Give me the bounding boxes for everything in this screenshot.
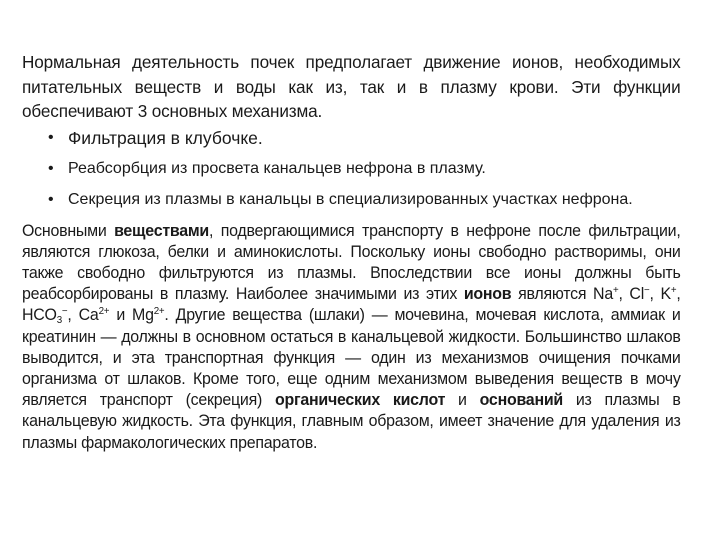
text-span: из плазмы в канальцевую жидкость. Эта функция, главным образом, имеет значение для удаления из плазмы фармакологических препаратов. xyxy=(22,391,681,452)
text-span: и xyxy=(445,391,480,410)
bold-term: ионов xyxy=(463,285,512,304)
list-item xyxy=(48,159,694,179)
bold-term: веществами xyxy=(114,221,209,240)
superscript: − xyxy=(644,285,650,297)
text-span: , подвергающимися транспорту в нефроне после фильтрации, являются глюкоза, белки и аминокислоты. Поскольку ионы свободно растворимы, они также свободно фильтруются из плазмы. Впоследствии все ионы должны быть реабсорбированы в плазму. Наиболее значимыми из этих xyxy=(22,221,681,304)
bullet-icon: • xyxy=(48,159,54,177)
bullet-icon: • xyxy=(48,128,54,146)
intro-paragraph: Нормальная деятельность почек предполагает движение ионов, необходимых питательных веществ и воды как из, так и в плазму крови. Эти функции обеспечивают 3 основных механизма. xyxy=(22,52,681,121)
text-span: , Cl xyxy=(618,285,645,304)
list-item xyxy=(48,190,694,210)
list-item-text: Фильтрация в клубочке. xyxy=(68,127,263,148)
subscript: 3 xyxy=(56,315,62,327)
superscript: − xyxy=(61,306,68,318)
text-span: , K xyxy=(649,285,671,304)
list-item-text: Реабсорбция из просвета канальцев нефрона в плазму. xyxy=(68,159,486,177)
text-span: , Ca xyxy=(67,306,99,325)
superscript: 2+ xyxy=(98,306,110,318)
list-item-text: Секреция из плазмы в канальцы в специализированных участках нефрона. xyxy=(68,190,633,208)
superscript: 2+ xyxy=(153,306,165,318)
text-span: являются Na xyxy=(511,285,613,304)
superscript: + xyxy=(670,285,677,297)
bullet-icon: • xyxy=(48,190,54,208)
bold-term: оснований xyxy=(479,391,563,410)
document-page xyxy=(22,50,694,454)
list-item xyxy=(48,128,694,148)
main-paragraph xyxy=(22,221,681,454)
text-span: . Другие вещества (шлаки) — мочевина, мочевая кислота, аммиак и креатинин — должны в основном остаться в канальцевой жидкости. Большинство шлаков выводится, и эта транспортная функция — один из механизмов очищения почками организма от шлаков. Кроме того, еще одним механизмом выведения веществ в мочу является транспорт (секреция) xyxy=(22,306,681,410)
text-span: и Mg xyxy=(109,306,154,325)
mechanisms-list xyxy=(22,128,694,210)
text-span: , HCO xyxy=(22,285,681,325)
text-span: Основными xyxy=(22,221,115,240)
superscript: + xyxy=(612,285,619,297)
bold-term: органических кислот xyxy=(274,391,446,410)
